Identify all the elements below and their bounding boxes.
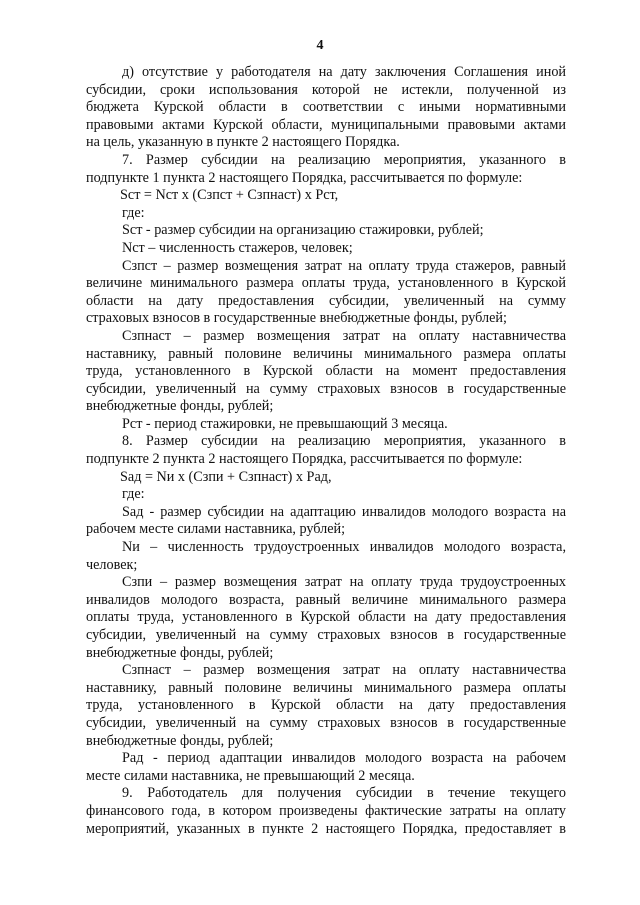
- text-line: субсидии, увеличенный на сумму страховых взносов в государственные: [86, 714, 566, 731]
- text-line: наставнику, равный половине величины минимального размера оплаты: [86, 679, 566, 696]
- text-line: рабочем месте силами наставника, рублей;: [86, 521, 346, 538]
- text-line: инвалидов молодого возраста, равный величине минимального размера: [86, 591, 566, 608]
- page-number: 4: [316, 38, 324, 53]
- text-line: внебюджетные фонды, рублей;: [86, 732, 274, 749]
- text-line: Nи – численность трудоустроенных инвалидов молодого возраста,: [122, 539, 566, 556]
- text-line: Sст = Nст x (Сзпст + Сзпнаст) x Рст,: [120, 187, 339, 204]
- text-line: Sад - размер субсидии на адаптацию инвалидов молодого возраста на: [122, 503, 566, 520]
- text-line: Сзпи – размер возмещения затрат на оплату труда трудоустроенных: [122, 574, 566, 591]
- text-line: Рад - период адаптации инвалидов молодого возраста на рабочем: [122, 750, 566, 767]
- text-line: Nст – численность стажеров, человек;: [122, 239, 353, 256]
- text-line: субсидии, увеличенный на сумму страховых взносов в государственные: [86, 627, 566, 643]
- text-line: труда, установленного в Курской области на дату предоставления: [86, 697, 566, 714]
- text-line: финансового года, в котором произведены фактические затраты на оплату: [86, 802, 566, 819]
- text-line: мероприятий, указанных в пункте 2 настоящего Порядка, предоставляет в: [86, 820, 566, 837]
- text-line: бюджета Курской области в соответствии с иными нормативными: [86, 99, 566, 116]
- text-line: страховых взносов в государственные внебюджетные фонды, рублей;: [86, 310, 507, 327]
- text-line: где:: [122, 204, 145, 221]
- text-line: на цель, указанную в пункте 2 настоящего Порядка.: [86, 134, 400, 151]
- text-line: подпункте 1 пункта 2 настоящего Порядка, рассчитывается по формуле:: [86, 169, 523, 186]
- text-line: оплаты труда, установленного в Курской области на дату предоставления: [86, 609, 566, 626]
- text-line: месте силами наставника, не превышающий 2 месяца.: [86, 767, 415, 784]
- text-line: правовыми актами Курской области, муниципальными правовыми актами: [86, 116, 566, 133]
- text-line: Сзпнаст – размер возмещения затрат на оплату наставничества: [122, 662, 566, 679]
- text-line: внебюджетные фонды, рублей;: [86, 398, 274, 415]
- text-line: величине минимального размера оплаты труда, установленного в Курской: [86, 275, 566, 292]
- text-line: Sст - размер субсидии на организацию стажировки, рублей;: [122, 222, 484, 239]
- text-line: 7. Размер субсидии на реализацию мероприятия, указанного в: [122, 151, 566, 168]
- text-line: субсидии, сроки использования которой не истекли, полученной из: [86, 81, 566, 98]
- text-line: 8. Размер субсидии на реализацию мероприятия, указанного в: [122, 433, 566, 450]
- text-line: Sад = Nи x (Сзпи + Сзпнаст) x Рад,: [120, 468, 332, 485]
- text-line: субсидии, увеличенный на сумму страховых взносов в государственные: [86, 380, 566, 397]
- text-line: Рст - период стажировки, не превышающий 3 месяца.: [122, 415, 448, 432]
- text-line: д) отсутствие у работодателя на дату заключения Соглашения иной: [122, 64, 566, 80]
- text-line: человек;: [86, 556, 138, 573]
- text-line: 9. Работодатель для получения субсидии в течение текущего: [122, 785, 566, 802]
- text-line: области на дату предоставления субсидии, увеличенный на сумму: [86, 292, 566, 309]
- text-line: труда, установленного в Курской области на момент предоставления: [86, 363, 566, 380]
- text-line: наставнику, равный половине величины минимального размера оплаты: [86, 345, 566, 362]
- text-line: внебюджетные фонды, рублей;: [86, 644, 274, 661]
- text-line: Сзпнаст – размер возмещения затрат на оплату наставничества: [122, 327, 566, 344]
- text-line: Сзпст – размер возмещения затрат на оплату труда стажеров, равный: [122, 257, 566, 274]
- text-line: где:: [122, 486, 145, 503]
- document-body: [86, 64, 566, 838]
- text-line: подпункте 2 пункта 2 настоящего Порядка, рассчитывается по формуле:: [86, 451, 523, 468]
